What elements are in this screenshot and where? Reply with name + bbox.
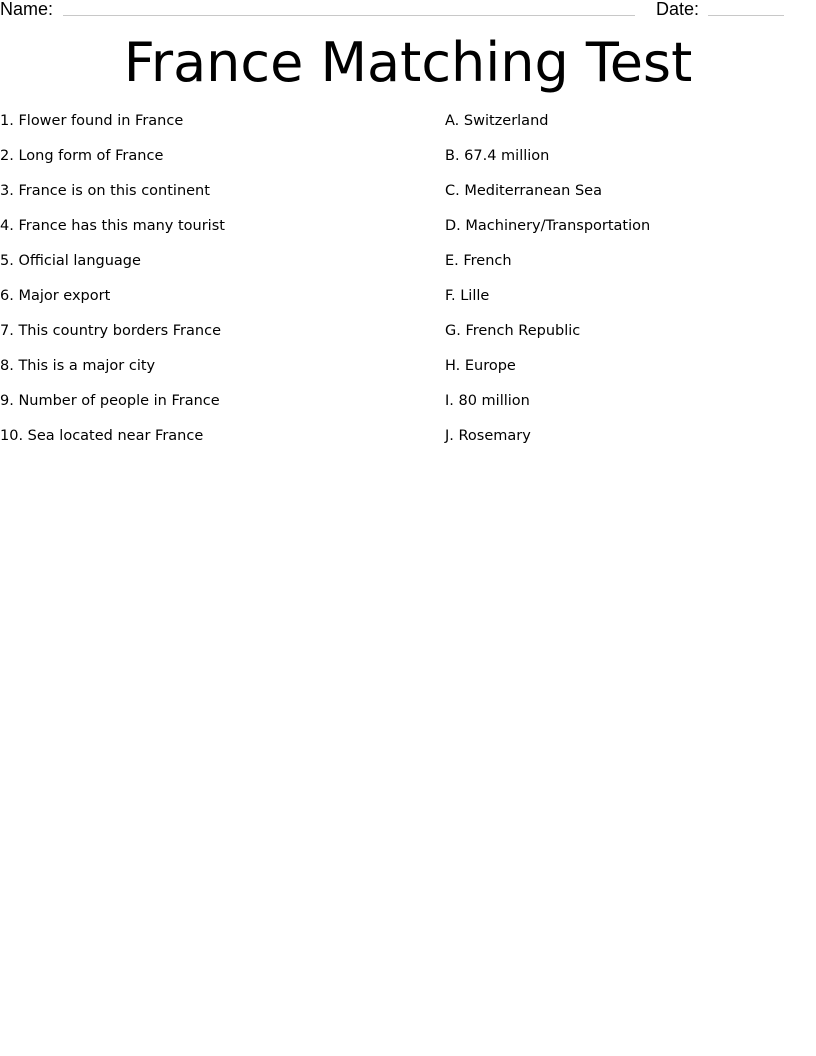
question-item: 1. Flower found in France (0, 113, 184, 129)
header-row (0, 0, 816, 22)
answer-item: G. French Republic (445, 323, 581, 339)
answer-item: I. 80 million (445, 393, 530, 409)
question-item: 6. Major export (0, 288, 111, 304)
answer-item: B. 67.4 million (445, 148, 550, 164)
question-item: 10. Sea located near France (0, 428, 204, 444)
answer-item: J. Rosemary (445, 428, 531, 444)
answer-item: D. Machinery/Transportation (445, 218, 651, 234)
name-blank-line (63, 15, 635, 16)
answer-item: C. Mediterranean Sea (445, 183, 602, 199)
question-item: 3. France is on this continent (0, 183, 210, 199)
question-item: 9. Number of people in France (0, 393, 220, 409)
question-item: 2. Long form of France (0, 148, 164, 164)
date-blank-line (708, 15, 784, 16)
answer-item: A. Switzerland (445, 113, 549, 129)
page-title: France Matching Test (123, 31, 693, 94)
question-item: 5. Official language (0, 253, 141, 269)
answer-item: E. French (445, 253, 512, 269)
question-item: 4. France has this many tourist (0, 218, 225, 234)
question-item: 8. This is a major city (0, 358, 156, 374)
answer-item: F. Lille (445, 288, 490, 304)
date-label: Date: (656, 0, 700, 19)
answers-list (445, 110, 805, 460)
questions-list (0, 110, 420, 460)
answer-item: H. Europe (445, 358, 516, 374)
name-label: Name: (0, 0, 54, 19)
question-item: 7. This country borders France (0, 323, 221, 339)
